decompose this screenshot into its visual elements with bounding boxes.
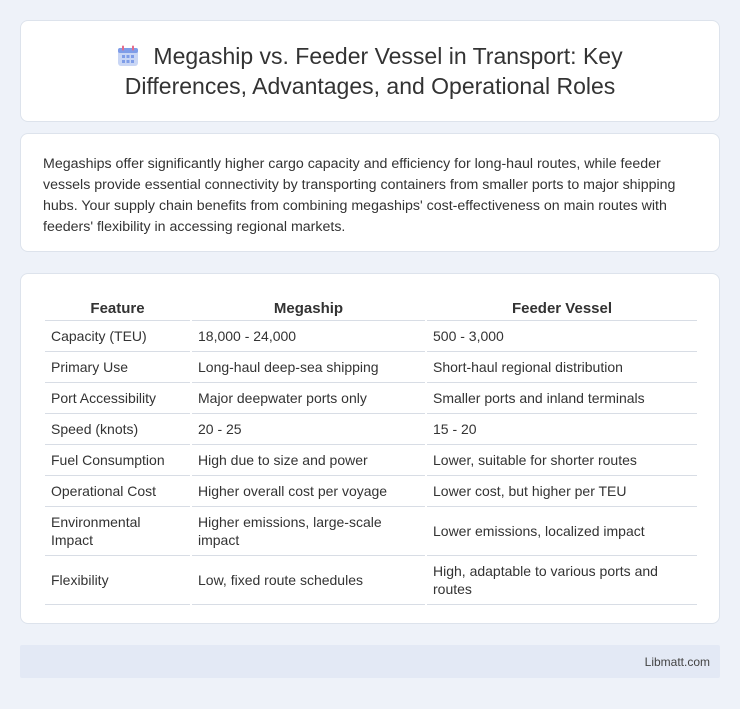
table-row (45, 383, 697, 414)
cell-megaship: 18,000 - 24,000 (192, 321, 425, 352)
cell-megaship: Long-haul deep-sea shipping (192, 352, 425, 383)
cell-feature: Primary Use (45, 352, 190, 383)
cell-feature: Fuel Consumption (45, 445, 190, 476)
cell-megaship: Higher emissions, large-scale impact (192, 507, 425, 556)
cell-feature: Operational Cost (45, 476, 190, 507)
cell-megaship: Major deepwater ports only (192, 383, 425, 414)
cell-feeder: 15 - 20 (427, 414, 697, 445)
table-row (45, 414, 697, 445)
table-row (45, 556, 697, 605)
title-line-1: Megaship vs. Feeder Vessel in Transport: Key (153, 43, 623, 69)
header-megaship: Megaship (192, 296, 425, 321)
table-row (45, 321, 697, 352)
intro-text: Megaships offer significantly higher cargo capacity and efficiency for long-haul routes, while feeder vessels provide essential connectivity by transporting containers from smaller ports to major shipping hubs. Your supply chain benefits from combining megaships' cost-effectiveness on main routes with feeders' flexibility in accessing regional markets. (43, 156, 676, 235)
calendar-icon (117, 45, 139, 67)
table-row (45, 352, 697, 383)
table-row (45, 445, 697, 476)
cell-feature: Flexibility (45, 556, 190, 605)
cell-megaship: 20 - 25 (192, 414, 425, 445)
title-card (20, 20, 720, 122)
header-feature: Feature (45, 296, 190, 321)
footer-brand-link[interactable]: Libmatt.com (644, 654, 710, 669)
cell-megaship: Higher overall cost per voyage (192, 476, 425, 507)
cell-feeder: High, adaptable to various ports and routes (427, 556, 697, 605)
cell-feeder: Lower, suitable for shorter routes (427, 445, 697, 476)
table-header-row (45, 296, 697, 321)
cell-feeder: Lower cost, but higher per TEU (427, 476, 697, 507)
title-line-2: Differences, Advantages, and Operational Roles (124, 73, 616, 99)
cell-feature: Speed (knots) (45, 414, 190, 445)
cell-feature: Capacity (TEU) (45, 321, 190, 352)
page-title (117, 41, 622, 101)
intro-card (20, 133, 720, 252)
cell-feeder: Short-haul regional distribution (427, 352, 697, 383)
table-row (45, 507, 697, 556)
footer (20, 645, 720, 678)
title-wrap (87, 41, 652, 101)
cell-megaship: High due to size and power (192, 445, 425, 476)
cell-feeder: 500 - 3,000 (427, 321, 697, 352)
comparison-table (43, 296, 699, 605)
header-feeder-vessel: Feeder Vessel (427, 296, 697, 321)
cell-feature: Environmental Impact (45, 507, 190, 556)
cell-feeder: Smaller ports and inland terminals (427, 383, 697, 414)
cell-feeder: Lower emissions, localized impact (427, 507, 697, 556)
table-row (45, 476, 697, 507)
comparison-card (20, 273, 720, 624)
cell-megaship: Low, fixed route schedules (192, 556, 425, 605)
cell-feature: Port Accessibility (45, 383, 190, 414)
